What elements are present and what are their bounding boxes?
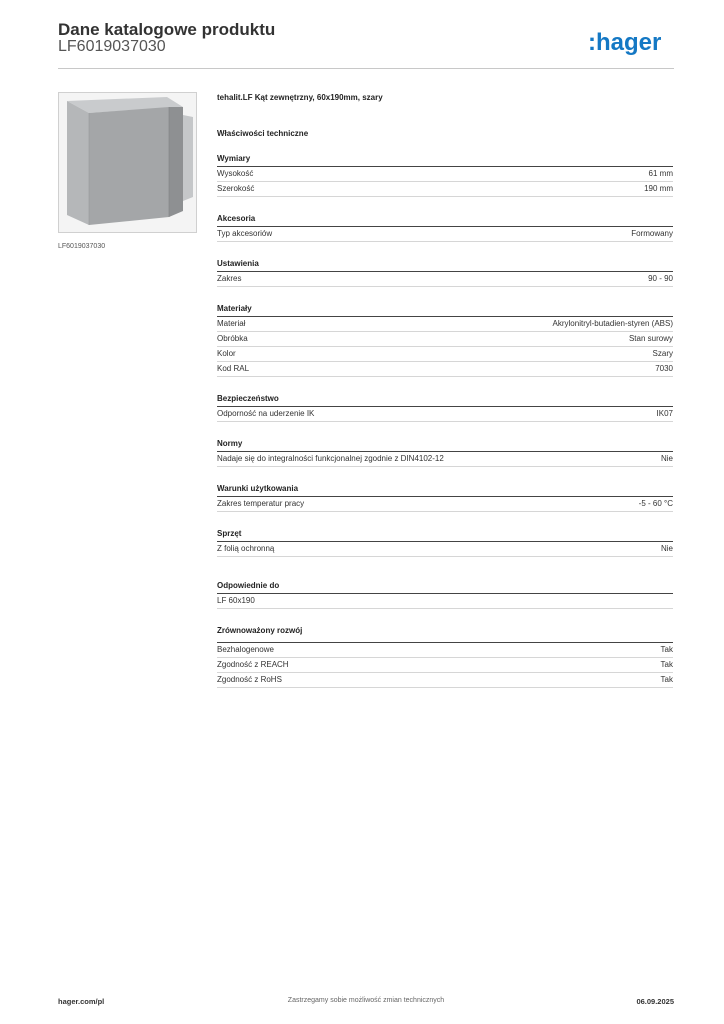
spec-label: Zgodność z RoHS bbox=[217, 675, 282, 684]
section-title: Zrównoważony rozwój bbox=[217, 625, 673, 643]
spec-label: LF 60x190 bbox=[217, 596, 255, 605]
section-equipment bbox=[217, 528, 673, 557]
tech-heading: Właściwości techniczne bbox=[217, 129, 309, 138]
spec-label: Bezhalogenowe bbox=[217, 645, 274, 654]
spec-label: Z folią ochronną bbox=[217, 544, 275, 553]
spec-row bbox=[217, 347, 673, 362]
section-title: Odpowiednie do bbox=[217, 580, 673, 594]
spec-row bbox=[217, 658, 673, 673]
spec-value: Formowany bbox=[631, 229, 673, 238]
spec-label: Nadaje się do integralności funkcjonalnej zgodnie z DIN4102-12 bbox=[217, 454, 444, 463]
spec-row bbox=[217, 407, 673, 422]
spec-label: Materiał bbox=[217, 319, 246, 328]
section-title: Sprzęt bbox=[217, 528, 673, 542]
spec-value: IK07 bbox=[656, 409, 673, 418]
spec-row bbox=[217, 643, 673, 658]
spec-label: Wysokość bbox=[217, 169, 254, 178]
page-footer bbox=[58, 997, 674, 1011]
section-safety bbox=[217, 393, 673, 422]
spec-value: Akrylonitryl-butadien-styren (ABS) bbox=[552, 319, 673, 328]
spec-row bbox=[217, 673, 673, 688]
section-title: Warunki użytkowania bbox=[217, 483, 673, 497]
section-title: Akcesoria bbox=[217, 213, 673, 227]
spec-value: 90 - 90 bbox=[648, 274, 673, 283]
spec-value: 61 mm bbox=[648, 169, 673, 178]
section-sustainability bbox=[217, 625, 673, 688]
spec-label: Kolor bbox=[217, 349, 236, 358]
spec-label: Szerokość bbox=[217, 184, 255, 193]
section-title: Wymiary bbox=[217, 153, 673, 167]
spec-label: Zakres temperatur pracy bbox=[217, 499, 305, 508]
section-title: Normy bbox=[217, 438, 673, 452]
section-title: Materiały bbox=[217, 303, 673, 317]
spec-row bbox=[217, 542, 673, 557]
spec-label: Odporność na uderzenie IK bbox=[217, 409, 315, 418]
spec-panel bbox=[217, 92, 673, 688]
spec-row bbox=[217, 332, 673, 347]
spec-value: -5 - 60 °C bbox=[638, 499, 673, 508]
corner-fitting-illustration bbox=[59, 93, 196, 232]
footer-date: 06.09.2025 bbox=[636, 997, 674, 1006]
spec-label: Zakres bbox=[217, 274, 242, 283]
spec-value: Tak bbox=[660, 645, 673, 654]
section-title: Bezpieczeństwo bbox=[217, 393, 673, 407]
product-name: tehalit.LF Kąt zewnętrzny, 60x190mm, szary bbox=[217, 93, 383, 102]
spec-value: Nie bbox=[660, 544, 673, 553]
spec-value: Nie bbox=[660, 454, 673, 463]
page-title: Dane katalogowe produktu bbox=[58, 20, 276, 39]
spec-row bbox=[217, 497, 673, 512]
spec-row bbox=[217, 272, 673, 287]
section-dimensions bbox=[217, 153, 673, 197]
spec-value: Tak bbox=[660, 675, 673, 684]
footer-disclaimer: Zastrzegamy sobie możliwość zmian technicznych bbox=[287, 997, 445, 1004]
section-compatible-with bbox=[217, 580, 673, 609]
section-settings bbox=[217, 258, 673, 287]
spec-value: Stan surowy bbox=[628, 334, 673, 343]
section-accessories bbox=[217, 213, 673, 242]
spec-value: Szary bbox=[652, 349, 673, 358]
image-caption: LF6019037030 bbox=[58, 243, 106, 250]
spec-row bbox=[217, 167, 673, 182]
hager-logo bbox=[588, 26, 672, 58]
section-title: Ustawienia bbox=[217, 258, 673, 272]
hager-logo-text: :hager bbox=[588, 29, 662, 56]
product-code: LF6019037030 bbox=[58, 38, 166, 55]
spec-row bbox=[217, 317, 673, 332]
spec-row bbox=[217, 594, 673, 609]
section-standards bbox=[217, 438, 673, 467]
section-operating-conditions bbox=[217, 483, 673, 512]
spec-label: Typ akcesoriów bbox=[217, 229, 273, 238]
footer-website-link[interactable]: hager.com/pl bbox=[58, 997, 105, 1006]
spec-row bbox=[217, 452, 673, 467]
spec-label: Obróbka bbox=[217, 334, 248, 343]
spec-value: 190 mm bbox=[644, 184, 673, 193]
spec-value: Tak bbox=[660, 660, 673, 669]
spec-label: Kod RAL bbox=[217, 364, 250, 373]
spec-row bbox=[217, 227, 673, 242]
spec-row bbox=[217, 182, 673, 197]
spec-label: Zgodność z REACH bbox=[217, 660, 289, 669]
spec-value: 7030 bbox=[655, 364, 673, 373]
product-image bbox=[58, 92, 197, 233]
section-materials bbox=[217, 303, 673, 377]
page-header bbox=[58, 20, 674, 69]
spec-row bbox=[217, 362, 673, 377]
